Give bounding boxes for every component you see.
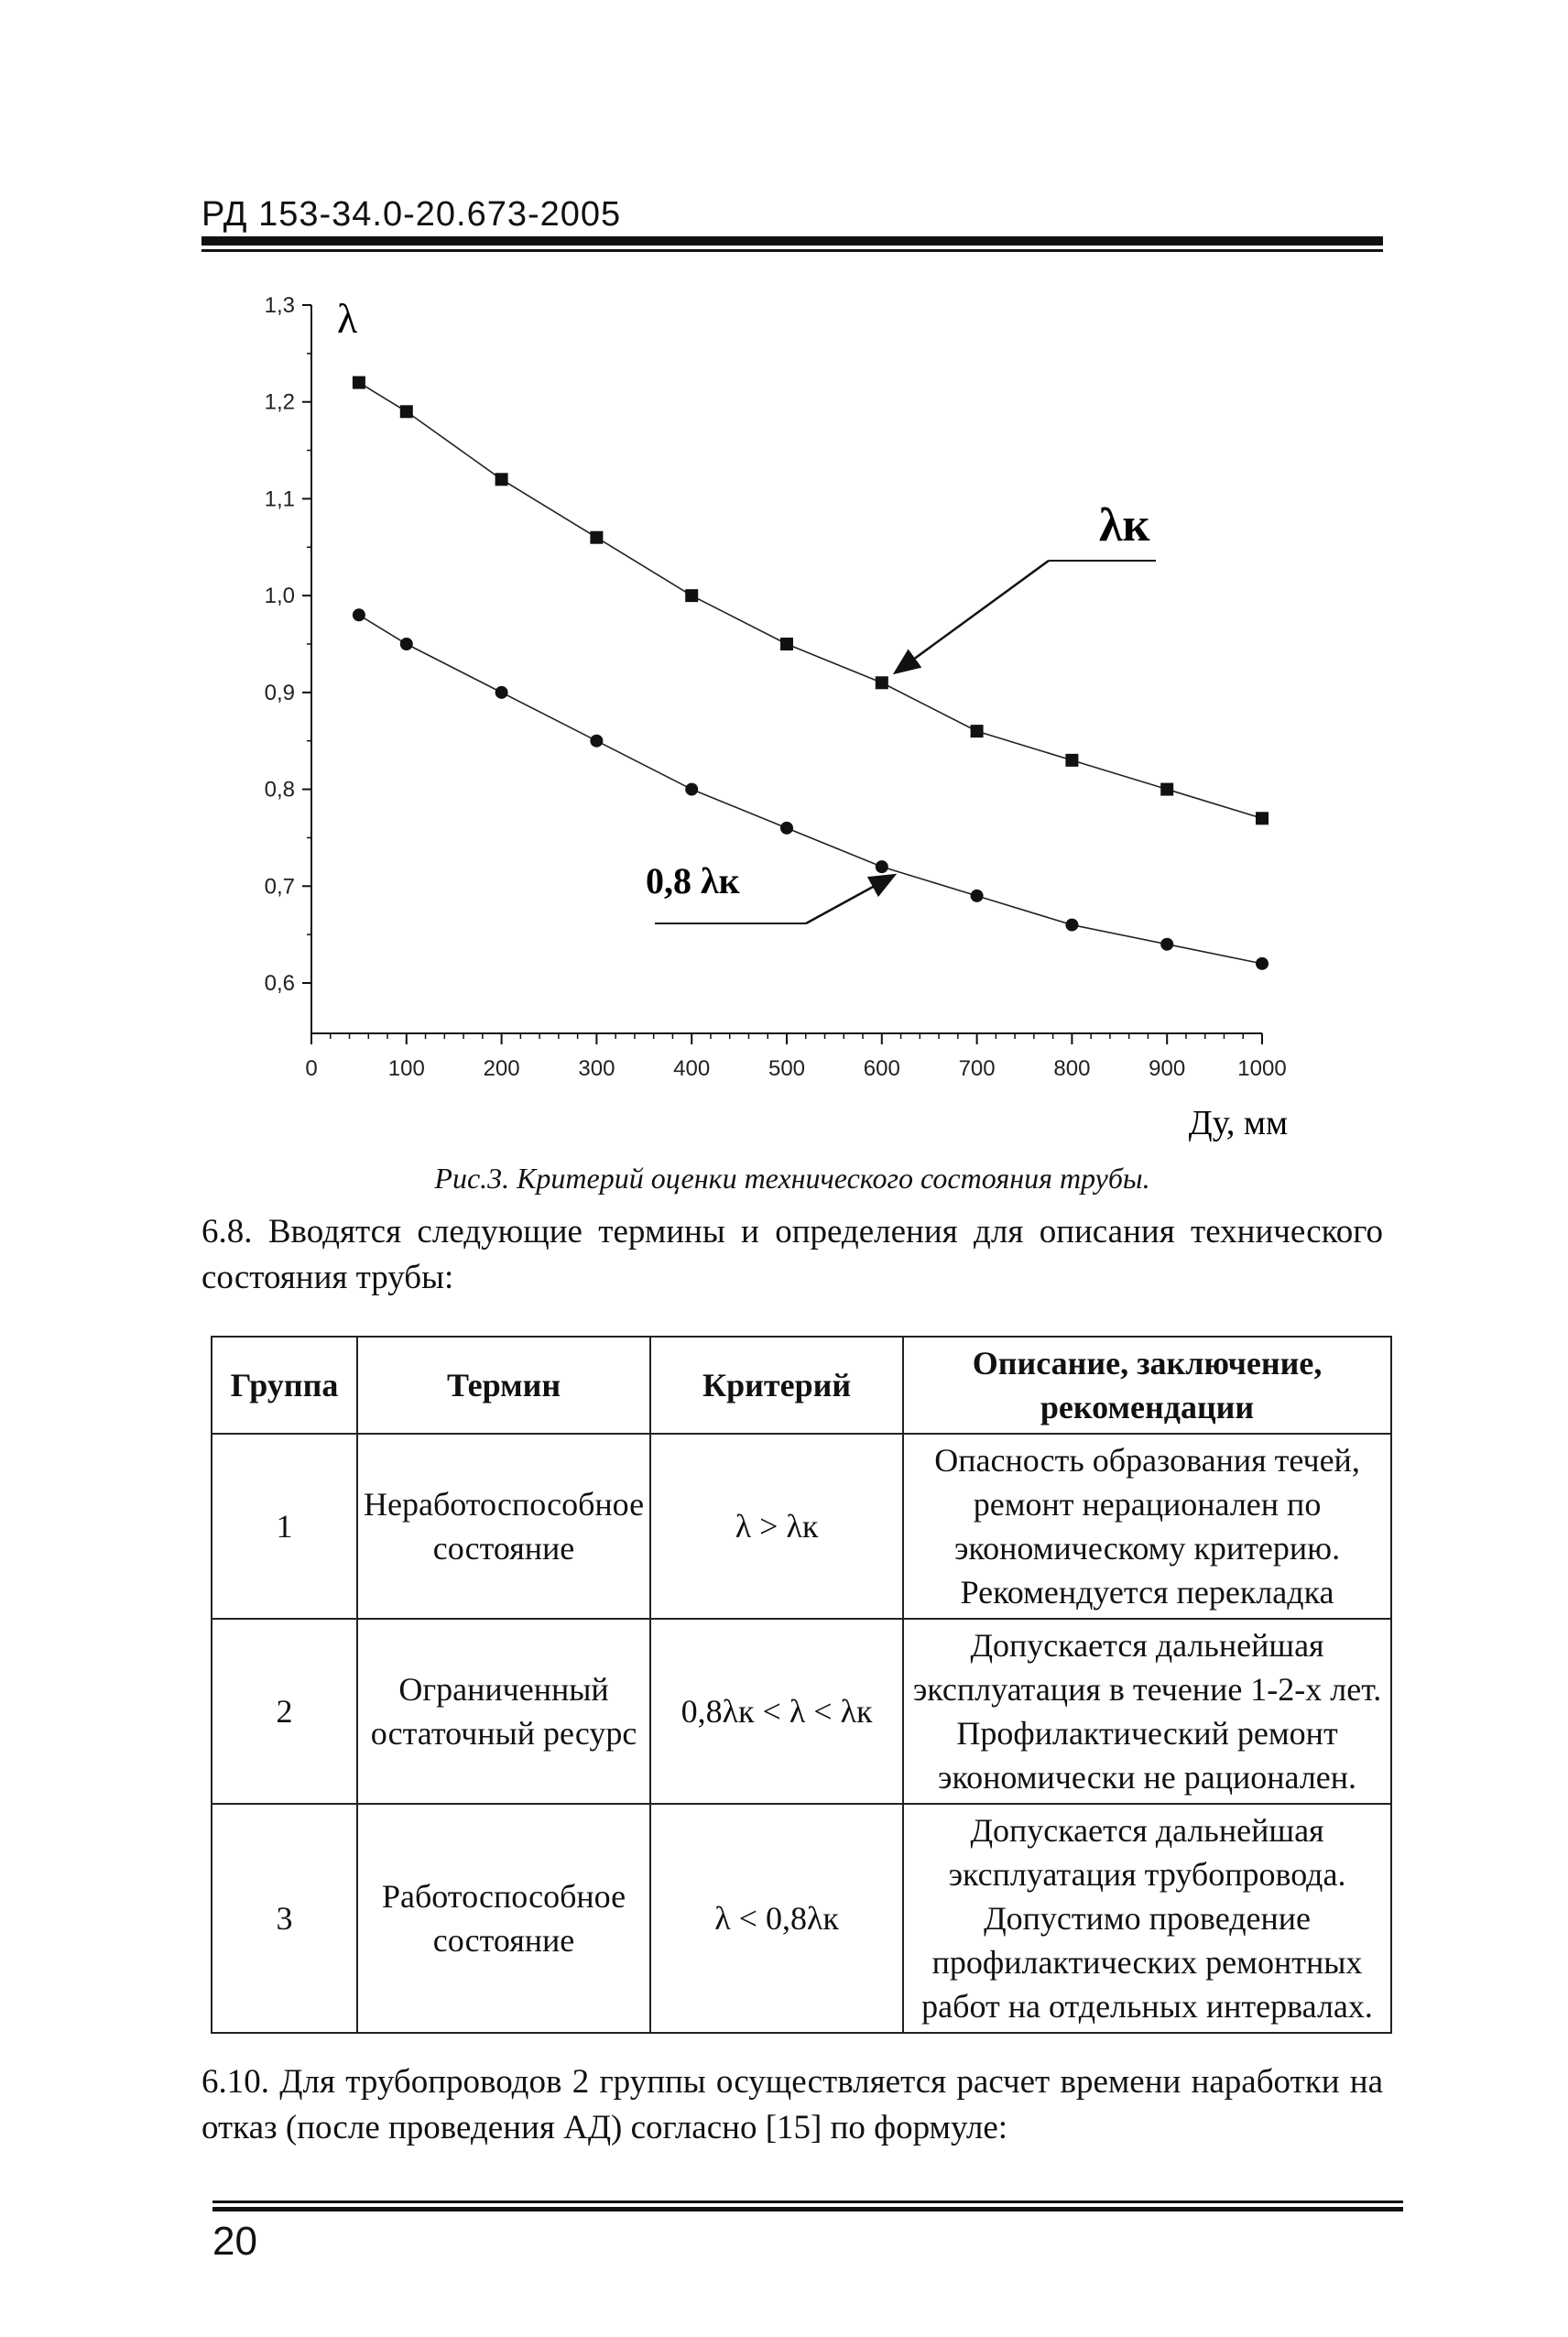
data-point-square (876, 676, 888, 689)
header-description: Описание, заключение, рекомендации (903, 1337, 1391, 1434)
cell-term: Работоспособное состояние (357, 1804, 650, 2033)
data-point-circle (400, 638, 413, 650)
annotation-label: 0,8 λк (646, 860, 740, 901)
cell-group: 3 (212, 1804, 357, 2033)
data-point-square (971, 725, 984, 737)
data-point-square (353, 377, 365, 389)
cell-description: Опасность образования течей, ремонт нерационален по экономическому критерию. Рекомендуется перекладка (903, 1434, 1391, 1619)
x-tick-label: 200 (483, 1056, 520, 1081)
data-point-square (685, 589, 698, 602)
data-point-square (495, 473, 508, 486)
paragraph-6-10: 6.10. Для трубопроводов 2 группы осуществляется расчет времени наработки на отказ (после проведения АД) согласно [15] по формуле: (201, 2063, 1383, 2146)
y-tick-label: 0,7 (264, 874, 295, 900)
y-tick-label: 1,3 (264, 293, 295, 318)
figure-caption: Рис.3. Критерий оценки технического состояния трубы. (434, 1162, 1150, 1195)
data-point-square (1065, 754, 1078, 767)
data-point-circle (971, 890, 984, 902)
data-point-square (1160, 783, 1173, 796)
x-tick-label: 700 (958, 1056, 996, 1081)
x-tick-label: 500 (768, 1056, 806, 1081)
annotation-arrow (897, 561, 1049, 672)
x-tick-label: 400 (673, 1056, 711, 1081)
lambda-chart (0, 0, 1568, 1154)
annotation-arrow (806, 876, 893, 923)
cell-term: Неработоспособное состояние (357, 1434, 650, 1619)
paragraph-6-8: 6.8. Вводятся следующие термины и определения для описания технического состояния трубы: (201, 1213, 1383, 1296)
x-tick-label: 800 (1053, 1056, 1091, 1081)
cell-term: Ограниченный остаточный ресурс (357, 1619, 650, 1804)
page-footer (212, 2200, 1403, 2265)
data-point-square (400, 405, 413, 418)
footer-rule-thick (212, 2207, 1403, 2211)
x-tick-label: 1000 (1237, 1056, 1287, 1081)
y-tick-label: 0,8 (264, 777, 295, 803)
footer-rule (212, 2200, 1403, 2203)
data-point-circle (685, 783, 698, 796)
x-tick-label: 0 (305, 1056, 318, 1081)
cell-group: 1 (212, 1434, 357, 1619)
series-line (359, 383, 1262, 819)
data-point-circle (1256, 957, 1269, 970)
x-tick-label: 300 (578, 1056, 615, 1081)
data-point-circle (1160, 938, 1173, 951)
y-tick-label: 1,1 (264, 486, 295, 512)
data-point-circle (1065, 919, 1078, 932)
annotation-label: λк (1099, 499, 1150, 551)
data-point-circle (876, 860, 888, 873)
cell-criterion: λ < 0,8λк (650, 1804, 903, 2033)
table-row (212, 1804, 1391, 2033)
x-tick-label: 900 (1149, 1056, 1186, 1081)
data-point-square (590, 531, 603, 544)
header-term: Термин (357, 1337, 650, 1434)
data-point-circle (590, 735, 603, 748)
document-id: РД 153-34.0-20.673-2005 (201, 195, 622, 234)
header-group: Группа (212, 1337, 357, 1434)
y-tick-label: 0,6 (264, 971, 295, 996)
x-tick-label: 100 (387, 1056, 425, 1081)
table-header-row (212, 1337, 1391, 1434)
x-axis-label: Ду, мм (1188, 1104, 1288, 1142)
y-tick-label: 1,2 (264, 389, 295, 415)
x-tick-label: 600 (863, 1056, 900, 1081)
y-tick-label: 1,0 (264, 584, 295, 609)
cell-criterion: 0,8λк < λ < λк (650, 1619, 903, 1804)
data-point-circle (780, 822, 793, 835)
table-row (212, 1434, 1391, 1619)
terms-table (211, 1336, 1392, 2034)
table-row (212, 1619, 1391, 1804)
y-tick-label: 0,9 (264, 680, 295, 705)
series-line (359, 615, 1262, 964)
data-point-square (780, 638, 793, 650)
cell-description: Допускается дальнейшая эксплуатация в течение 1-2-х лет. Профилактический ремонт экономически не рационален. (903, 1619, 1391, 1804)
data-point-circle (353, 608, 365, 621)
cell-group: 2 (212, 1619, 357, 1804)
y-axis-label: λ (337, 295, 358, 342)
header-criterion: Критерий (650, 1337, 903, 1434)
data-point-circle (495, 686, 508, 699)
cell-description: Допускается дальнейшая эксплуатация трубопровода. Допустимо проведение профилактических ремонтных работ на отдельных интервалах. (903, 1804, 1391, 2033)
page-number: 20 (212, 2219, 257, 2264)
data-point-square (1256, 812, 1269, 825)
cell-criterion: λ > λк (650, 1434, 903, 1619)
